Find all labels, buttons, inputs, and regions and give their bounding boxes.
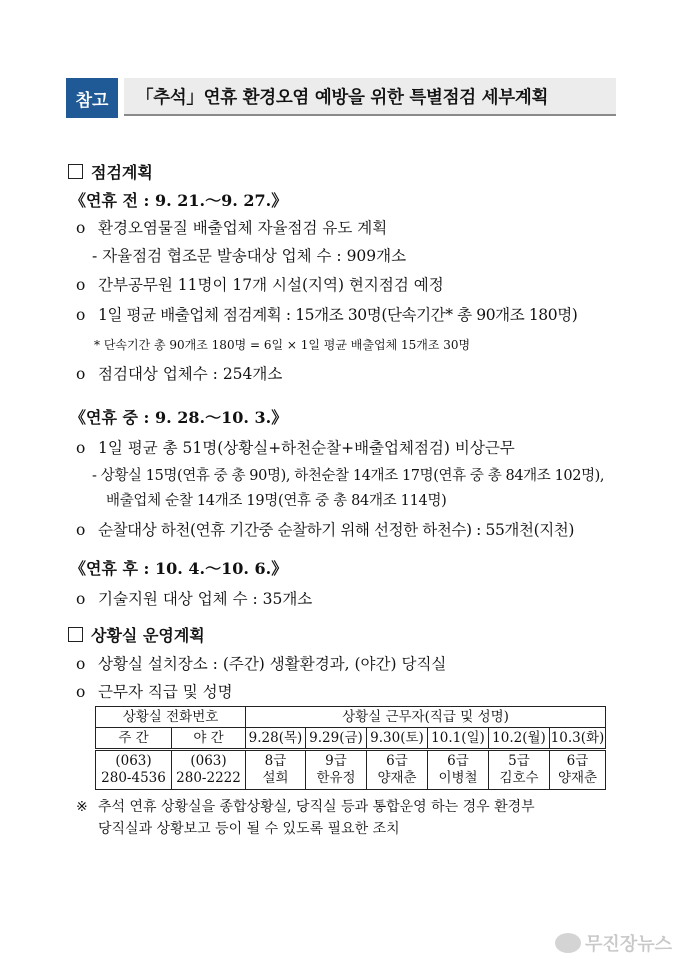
watermark-logo: 무진장뉴스 — [555, 930, 672, 956]
circle-bullet-icon: o — [76, 365, 86, 383]
list-item: o 근무자 직급 및 성명 — [76, 683, 233, 701]
table-row — [96, 728, 606, 750]
list-item: o 간부공무원 11명이 17개 시설(지역) 현지점검 예정 — [76, 276, 444, 294]
table-cell-day-phone: (063) 280-4536 — [96, 750, 172, 790]
list-item: 배출업체 순찰 14개조 19명(연휴 중 총 84개조 114명) — [106, 493, 447, 509]
list-item: o 상황실 설치장소 : (주간) 생활환경과, (야간) 당직실 — [76, 655, 447, 673]
title-bar — [66, 78, 616, 118]
table-header-staff: 상황실 근무자(직급 및 성명) — [246, 707, 606, 728]
table-cell-staff: 5급 김호수 — [489, 750, 550, 790]
list-item: o 기술지원 대상 업체 수 : 35개소 — [76, 590, 313, 608]
period-during: 《연휴 중 : 9. 28.～10. 3.》 — [70, 408, 288, 427]
table-cell-staff: 6급 양재춘 — [550, 750, 606, 790]
duty-roster-table — [95, 706, 606, 790]
reference-mark-icon: ※ — [76, 799, 88, 815]
table-cell-staff: 8급 설희 — [246, 750, 306, 790]
circle-bullet-icon: o — [76, 683, 86, 701]
table-header-phone: 상황실 전화번호 — [96, 707, 246, 728]
circle-bullet-icon: o — [76, 590, 86, 608]
table-row — [96, 750, 606, 790]
square-bullet-icon — [68, 164, 83, 179]
list-item: - 상황실 15명(연휴 중 총 90명), 하천순찰 14개조 17명(연휴 중 총 84개조 102명), — [92, 468, 605, 484]
circle-bullet-icon: o — [76, 219, 86, 237]
table-header-date: 10.2(월) — [489, 728, 550, 750]
period-after: 《연휴 후 : 10. 4.～10. 6.》 — [70, 559, 288, 578]
table-header-date: 9.28(목) — [246, 728, 306, 750]
list-item: - 자율점검 협조문 발송대상 업체 수 : 909개소 — [92, 247, 407, 265]
section-heading-control-room: 상황실 운영계획 — [68, 623, 205, 646]
table-row — [96, 707, 606, 728]
list-item: o 환경오염물질 배출업체 자율점검 유도 계획 — [76, 219, 388, 237]
footnote-duration: * 단속기간 총 90개조 180명 = 6일 × 1일 평균 배출업체 15개조 30명 — [94, 338, 471, 352]
table-cell-staff: 6급 이병철 — [428, 750, 489, 790]
list-item: o 순찰대상 하천(연휴 기간중 순찰하기 위해 선정한 하천수) : 55개천(지천) — [76, 521, 575, 539]
document-title: 「추석」연휴 환경오염 예방을 위한 특별점검 세부계획 — [124, 78, 616, 116]
table-header-date: 9.30(토) — [367, 728, 428, 750]
table-header-date: 9.29(금) — [306, 728, 367, 750]
footnote: ※ 추석 연휴 상황실을 종합상황실, 당직실 등과 통합운영 하는 경우 환경부 당직실과 상황보고 등이 될 수 있도록 필요한 조치 — [76, 796, 535, 840]
circle-bullet-icon: o — [76, 306, 85, 324]
square-bullet-icon — [68, 627, 83, 642]
table-header-night: 야 간 — [172, 728, 246, 750]
circle-bullet-icon: o — [76, 521, 85, 539]
circle-bullet-icon: o — [76, 655, 86, 673]
circle-bullet-icon: o — [76, 276, 86, 294]
period-before: 《연휴 전 : 9. 21.～9. 27.》 — [70, 191, 288, 210]
watermark-icon — [555, 933, 581, 953]
reference-badge: 참고 — [66, 78, 118, 118]
list-item: o 1일 평균 총 51명(상황실+하천순찰+배출업체점검) 비상근무 — [76, 439, 515, 457]
list-item: o 1일 평균 배출업체 점검계획 : 15개조 30명(단속기간* 총 90개조 180명) — [76, 306, 578, 324]
circle-bullet-icon: o — [76, 439, 86, 457]
section-heading-inspection: 점검계획 — [68, 160, 153, 183]
table-header-day: 주 간 — [96, 728, 172, 750]
list-item: o 점검대상 업체수 : 254개소 — [76, 365, 283, 383]
table-header-date: 10.1(일) — [428, 728, 489, 750]
table-cell-staff: 9급 한유정 — [306, 750, 367, 790]
table-cell-staff: 6급 양재춘 — [367, 750, 428, 790]
table-cell-night-phone: (063) 280-2222 — [172, 750, 246, 790]
table-header-date: 10.3(화) — [550, 728, 606, 750]
